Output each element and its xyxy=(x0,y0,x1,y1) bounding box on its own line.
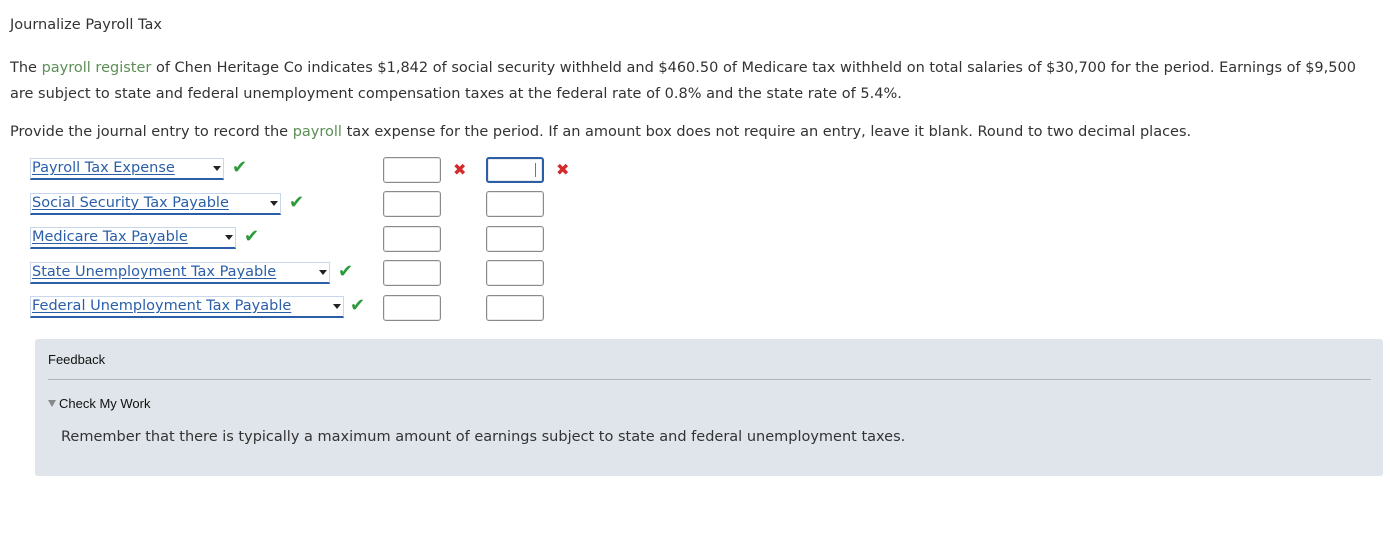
credit-input-1[interactable] xyxy=(486,157,544,183)
debit-input-5[interactable] xyxy=(383,295,441,321)
account-select-label: Payroll Tax Expense xyxy=(32,160,175,176)
instructions-text-end: tax expense for the period. If an amount box does not require an entry, leave it blank. Round to two decimal places. xyxy=(341,124,1192,140)
account-select-1[interactable] xyxy=(30,158,224,180)
checkmark-icon: ✔ xyxy=(338,261,354,282)
checkmark-icon: ✔ xyxy=(350,295,366,316)
credit-input-3[interactable] xyxy=(486,226,544,252)
page-title: Journalize Payroll Tax xyxy=(10,17,162,33)
triangle-down-icon xyxy=(48,400,56,407)
debit-input-4[interactable] xyxy=(383,260,441,286)
credit-input-4[interactable] xyxy=(486,260,544,286)
account-select-label: Medicare Tax Payable xyxy=(32,229,188,245)
dropdown-arrow-icon xyxy=(333,304,341,309)
credit-input-5[interactable] xyxy=(486,295,544,321)
checkmark-icon: ✔ xyxy=(232,157,248,178)
dropdown-arrow-icon xyxy=(225,235,233,240)
check-my-work-label: Check My Work xyxy=(59,396,151,411)
text-cursor xyxy=(535,163,536,177)
x-mark-icon: ✖ xyxy=(556,160,570,179)
intro-text-start: The xyxy=(10,60,42,76)
dropdown-arrow-icon xyxy=(213,166,221,171)
debit-input-2[interactable] xyxy=(383,191,441,217)
account-select-2[interactable] xyxy=(30,193,281,215)
problem-statement xyxy=(10,55,1370,107)
account-select-label: Social Security Tax Payable xyxy=(32,195,229,211)
account-select-label: Federal Unemployment Tax Payable xyxy=(32,298,292,314)
check-my-work-toggle[interactable] xyxy=(48,396,151,411)
debit-input-3[interactable] xyxy=(383,226,441,252)
credit-input-2[interactable] xyxy=(486,191,544,217)
dropdown-arrow-icon xyxy=(270,201,278,206)
intro-text-end: of Chen Heritage Co indicates $1,842 of social security withheld and $460.50 of Medicare tax withheld on total salaries of $30,700 for the period. Earnings of $9,500 are subject to state and federal unemployment compensation taxes at the federal rate of 0.8% and the state rate of 5.4%. xyxy=(10,60,1356,102)
feedback-title: Feedback xyxy=(48,352,106,367)
instructions-text-start: Provide the journal entry to record the xyxy=(10,124,293,140)
instructions xyxy=(10,121,1370,143)
debit-input-1[interactable] xyxy=(383,157,441,183)
payroll-register-link[interactable]: payroll register xyxy=(41,60,152,76)
account-select-label: State Unemployment Tax Payable xyxy=(32,264,277,280)
feedback-panel xyxy=(35,339,1383,476)
dropdown-arrow-icon xyxy=(319,270,327,275)
account-select-3[interactable] xyxy=(30,227,236,249)
account-select-4[interactable] xyxy=(30,262,330,284)
x-mark-icon: ✖ xyxy=(453,160,467,179)
account-select-5[interactable] xyxy=(30,296,344,318)
feedback-message: Remember that there is typically a maximum amount of earnings subject to state and federal unemployment taxes. xyxy=(61,429,906,445)
divider xyxy=(48,379,1371,380)
payroll-link[interactable]: payroll xyxy=(292,124,342,140)
checkmark-icon: ✔ xyxy=(289,192,305,213)
checkmark-icon: ✔ xyxy=(244,226,260,247)
